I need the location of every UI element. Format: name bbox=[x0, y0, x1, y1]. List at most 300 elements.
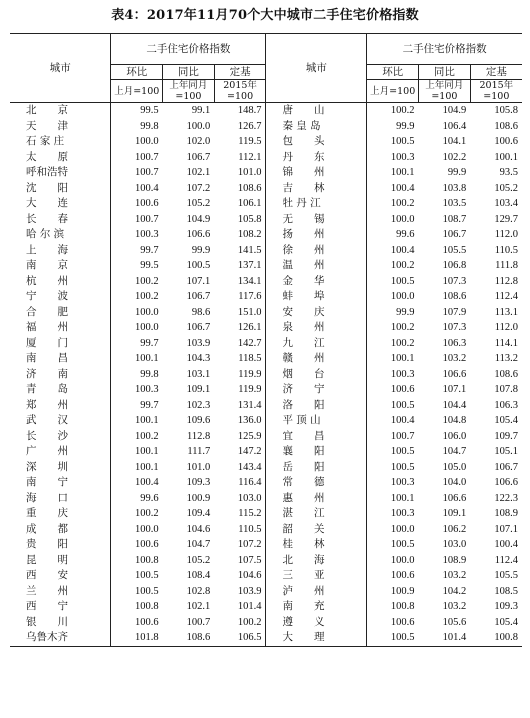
value-base-left: 100.2 bbox=[237, 616, 262, 628]
table-row bbox=[10, 537, 522, 553]
value-base-left: 117.6 bbox=[238, 291, 262, 303]
city-name-left: 厦 门 bbox=[26, 336, 68, 349]
value-mom-right: 100.5 bbox=[367, 460, 419, 476]
city-name-right: 惠 州 bbox=[266, 491, 367, 507]
value-yoy-left: 107.1 bbox=[186, 275, 211, 287]
city-name-right: 襄 阳 bbox=[266, 444, 367, 460]
value-base-left: 134.1 bbox=[237, 275, 262, 287]
city-name-right: 徐 州 bbox=[266, 243, 367, 259]
value-yoy-left: 102.3 bbox=[186, 399, 211, 411]
value-base-left: 148.7 bbox=[237, 105, 262, 117]
table-row bbox=[10, 181, 522, 197]
value-yoy-left: 102.1 bbox=[186, 167, 211, 179]
value-base-left: 119.9 bbox=[238, 368, 262, 380]
city-name-right: 赣 州 bbox=[266, 351, 367, 367]
value-base-left: 112.1 bbox=[238, 151, 262, 163]
value-yoy-left: 102.0 bbox=[186, 136, 211, 148]
value-yoy-right: 104.7 bbox=[442, 446, 467, 458]
value-yoy-left: 109.6 bbox=[186, 415, 211, 427]
value-base-left: 142.7 bbox=[237, 337, 262, 349]
value-mom-left: 100.2 bbox=[111, 429, 163, 445]
table-row bbox=[10, 196, 522, 212]
value-mom-left: 100.1 bbox=[111, 444, 163, 460]
col-mom-left: 环比 bbox=[111, 65, 163, 80]
value-mom-right: 100.1 bbox=[367, 165, 419, 181]
city-name-left: 南 宁 bbox=[26, 476, 68, 489]
value-yoy-right: 106.7 bbox=[442, 229, 467, 241]
value-base-right: 108.5 bbox=[494, 585, 518, 597]
base-mom-right: 上月=100 bbox=[367, 80, 419, 103]
value-yoy-left: 98.6 bbox=[191, 306, 211, 318]
value-mom-left: 101.8 bbox=[111, 630, 163, 646]
city-name-right: 牡 丹 江 bbox=[266, 196, 367, 212]
value-base-right: 108.6 bbox=[494, 120, 518, 132]
value-yoy-right: 107.3 bbox=[442, 322, 467, 334]
value-mom-right: 99.6 bbox=[367, 227, 419, 243]
value-mom-right: 100.4 bbox=[367, 181, 419, 197]
value-base-right: 112.0 bbox=[494, 322, 518, 334]
value-mom-left: 100.6 bbox=[111, 537, 163, 553]
value-mom-left: 100.7 bbox=[111, 165, 163, 181]
city-name-right: 吉 林 bbox=[266, 181, 367, 197]
value-yoy-right: 99.9 bbox=[447, 167, 467, 179]
value-base-left: 126.1 bbox=[237, 322, 262, 334]
city-name-right: 九 江 bbox=[266, 336, 367, 352]
value-base-left: 115.2 bbox=[238, 508, 262, 520]
city-name-left: 西 宁 bbox=[26, 600, 68, 613]
value-base-left: 131.4 bbox=[237, 399, 262, 411]
city-name-right: 三 亚 bbox=[266, 568, 367, 584]
value-base-left: 107.5 bbox=[237, 554, 262, 566]
value-yoy-left: 100.9 bbox=[186, 492, 211, 504]
city-name-right: 安 庆 bbox=[266, 305, 367, 321]
city-name-right: 泸 州 bbox=[266, 584, 367, 600]
city-name-right: 常 德 bbox=[266, 475, 367, 491]
value-base-left: 137.1 bbox=[237, 260, 262, 272]
value-yoy-left: 103.1 bbox=[186, 368, 211, 380]
city-name-right: 湛 江 bbox=[266, 506, 367, 522]
value-mom-left: 100.0 bbox=[111, 320, 163, 336]
city-name-right: 金 华 bbox=[266, 274, 367, 290]
value-base-right: 109.7 bbox=[494, 430, 518, 442]
value-mom-right: 100.5 bbox=[367, 444, 419, 460]
value-mom-right: 100.7 bbox=[367, 429, 419, 445]
city-name-left: 北 京 bbox=[26, 104, 68, 117]
value-mom-left: 100.6 bbox=[111, 615, 163, 631]
value-mom-right: 100.5 bbox=[367, 630, 419, 646]
value-yoy-right: 103.2 bbox=[442, 353, 467, 365]
value-base-right: 110.5 bbox=[494, 244, 518, 256]
city-name-right: 北 海 bbox=[266, 553, 367, 569]
city-name-right: 烟 台 bbox=[266, 367, 367, 383]
value-base-left: 126.7 bbox=[237, 120, 262, 132]
city-name-left: 长 沙 bbox=[26, 429, 68, 442]
value-base-left: 136.0 bbox=[237, 415, 262, 427]
value-base-right: 108.6 bbox=[494, 368, 518, 380]
value-mom-left: 99.5 bbox=[111, 103, 163, 119]
value-yoy-left: 103.9 bbox=[186, 337, 211, 349]
value-mom-left: 100.2 bbox=[111, 289, 163, 305]
table-row bbox=[10, 336, 522, 352]
city-header-right: 城市 bbox=[266, 34, 367, 103]
value-yoy-left: 104.3 bbox=[186, 353, 211, 365]
table-row bbox=[10, 599, 522, 615]
value-mom-left: 100.5 bbox=[111, 568, 163, 584]
value-yoy-left: 104.9 bbox=[186, 213, 211, 225]
value-base-left: 107.2 bbox=[237, 539, 262, 551]
table-row bbox=[10, 460, 522, 476]
table-row bbox=[10, 227, 522, 243]
value-yoy-left: 112.8 bbox=[187, 430, 211, 442]
value-yoy-right: 105.6 bbox=[442, 616, 467, 628]
table-row bbox=[10, 165, 522, 181]
value-mom-right: 100.0 bbox=[367, 212, 419, 228]
table-row bbox=[10, 553, 522, 569]
value-mom-right: 100.2 bbox=[367, 103, 419, 119]
value-mom-left: 100.4 bbox=[111, 475, 163, 491]
base-yoy-left: 上年同月=100 bbox=[163, 80, 215, 103]
value-base-right: 112.4 bbox=[494, 554, 518, 566]
value-base-right: 111.8 bbox=[495, 260, 518, 272]
value-mom-left: 100.1 bbox=[111, 351, 163, 367]
city-name-left: 广 州 bbox=[26, 445, 68, 458]
city-name-right: 岳 阳 bbox=[266, 460, 367, 476]
value-yoy-left: 111.7 bbox=[187, 446, 211, 458]
value-base-right: 107.8 bbox=[494, 384, 518, 396]
value-yoy-left: 104.6 bbox=[186, 523, 211, 535]
value-mom-left: 100.7 bbox=[111, 212, 163, 228]
value-base-right: 113.2 bbox=[494, 353, 518, 365]
value-mom-left: 100.2 bbox=[111, 506, 163, 522]
city-name-right: 锦 州 bbox=[266, 165, 367, 181]
city-name-right: 桂 林 bbox=[266, 537, 367, 553]
value-mom-right: 100.0 bbox=[367, 522, 419, 538]
city-name-left: 海 口 bbox=[26, 491, 68, 504]
value-yoy-left: 105.2 bbox=[186, 198, 211, 210]
value-mom-left: 99.8 bbox=[111, 367, 163, 383]
value-yoy-left: 109.1 bbox=[186, 384, 211, 396]
table-row bbox=[10, 506, 522, 522]
value-mom-left: 100.1 bbox=[111, 413, 163, 429]
value-yoy-right: 102.2 bbox=[442, 151, 467, 163]
value-mom-right: 100.4 bbox=[367, 243, 419, 259]
value-base-right: 100.8 bbox=[494, 632, 518, 644]
city-name-left: 石 家 庄 bbox=[26, 135, 65, 148]
value-base-left: 147.2 bbox=[237, 446, 262, 458]
value-yoy-left: 106.7 bbox=[186, 291, 211, 303]
value-yoy-right: 108.6 bbox=[442, 291, 467, 303]
table-row bbox=[10, 522, 522, 538]
value-mom-left: 100.6 bbox=[111, 196, 163, 212]
value-mom-right: 100.8 bbox=[367, 599, 419, 615]
value-base-left: 106.5 bbox=[237, 632, 262, 644]
value-mom-right: 100.6 bbox=[367, 568, 419, 584]
value-mom-right: 100.5 bbox=[367, 537, 419, 553]
value-yoy-right: 104.8 bbox=[442, 415, 467, 427]
value-base-left: 104.6 bbox=[237, 570, 262, 582]
value-mom-right: 99.9 bbox=[367, 119, 419, 135]
value-base-right: 100.1 bbox=[494, 151, 518, 163]
table-row bbox=[10, 351, 522, 367]
col-yoy-right: 同比 bbox=[419, 65, 471, 80]
value-mom-left: 100.8 bbox=[111, 553, 163, 569]
value-mom-right: 100.5 bbox=[367, 398, 419, 414]
value-mom-right: 100.3 bbox=[367, 150, 419, 166]
value-base-left: 110.5 bbox=[238, 523, 262, 535]
value-mom-left: 100.0 bbox=[111, 134, 163, 150]
value-yoy-right: 106.3 bbox=[442, 337, 467, 349]
table-row bbox=[10, 305, 522, 321]
value-base-right: 112.0 bbox=[494, 229, 518, 241]
value-mom-left: 100.4 bbox=[111, 181, 163, 197]
city-name-left: 西 安 bbox=[26, 569, 68, 582]
city-name-right: 洛 阳 bbox=[266, 398, 367, 414]
price-index-table bbox=[10, 33, 522, 647]
table-row bbox=[10, 398, 522, 414]
value-base-left: 106.1 bbox=[237, 198, 262, 210]
value-base-right: 105.8 bbox=[494, 105, 518, 117]
city-name-right: 蚌 埠 bbox=[266, 289, 367, 305]
value-yoy-left: 108.6 bbox=[186, 632, 211, 644]
value-mom-left: 99.7 bbox=[111, 336, 163, 352]
value-yoy-right: 104.1 bbox=[442, 136, 467, 148]
table-row bbox=[10, 243, 522, 259]
value-yoy-right: 106.8 bbox=[442, 260, 467, 272]
city-name-left: 呼和浩特 bbox=[26, 166, 68, 179]
city-name-right: 济 宁 bbox=[266, 382, 367, 398]
value-base-left: 143.4 bbox=[237, 461, 262, 473]
value-mom-left: 100.3 bbox=[111, 382, 163, 398]
value-yoy-right: 106.6 bbox=[442, 492, 467, 504]
table-row bbox=[10, 413, 522, 429]
city-name-left: 合 肥 bbox=[26, 305, 68, 318]
city-name-left: 昆 明 bbox=[26, 553, 68, 566]
value-mom-right: 100.0 bbox=[367, 289, 419, 305]
table-row bbox=[10, 568, 522, 584]
base-base-left: 2015年=100 bbox=[214, 80, 266, 103]
value-base-right: 114.1 bbox=[494, 337, 518, 349]
table-row bbox=[10, 103, 522, 119]
value-yoy-right: 103.0 bbox=[442, 539, 467, 551]
value-base-right: 107.1 bbox=[494, 523, 518, 535]
city-name-right: 南 充 bbox=[266, 599, 367, 615]
value-yoy-left: 108.4 bbox=[186, 570, 211, 582]
value-mom-right: 100.2 bbox=[367, 336, 419, 352]
value-base-right: 105.2 bbox=[494, 182, 518, 194]
value-yoy-left: 100.7 bbox=[186, 616, 211, 628]
value-mom-right: 100.1 bbox=[367, 351, 419, 367]
city-name-left: 济 南 bbox=[26, 367, 68, 380]
city-name-right: 遵 义 bbox=[266, 615, 367, 631]
city-name-left: 郑 州 bbox=[26, 398, 68, 411]
value-yoy-left: 109.4 bbox=[186, 508, 211, 520]
value-yoy-left: 106.7 bbox=[186, 322, 211, 334]
value-yoy-right: 105.0 bbox=[442, 461, 467, 473]
table-row bbox=[10, 444, 522, 460]
value-base-left: 119.9 bbox=[238, 384, 262, 396]
city-name-left: 乌鲁木齐 bbox=[26, 631, 68, 644]
value-yoy-right: 103.2 bbox=[442, 570, 467, 582]
value-yoy-right: 109.1 bbox=[442, 508, 467, 520]
value-mom-right: 100.4 bbox=[367, 413, 419, 429]
value-yoy-right: 108.7 bbox=[442, 213, 467, 225]
table-row bbox=[10, 274, 522, 290]
value-mom-left: 100.5 bbox=[111, 584, 163, 600]
value-mom-right: 100.3 bbox=[367, 475, 419, 491]
city-name-left: 长 春 bbox=[26, 212, 68, 225]
table-row bbox=[10, 150, 522, 166]
value-yoy-right: 106.2 bbox=[442, 523, 467, 535]
city-name-right: 秦 皇 岛 bbox=[266, 119, 367, 135]
value-mom-left: 100.3 bbox=[111, 227, 163, 243]
value-base-left: 118.5 bbox=[238, 353, 262, 365]
value-base-left: 119.5 bbox=[238, 136, 262, 148]
col-yoy-left: 同比 bbox=[163, 65, 215, 80]
value-yoy-right: 103.5 bbox=[442, 198, 467, 210]
value-base-left: 105.8 bbox=[237, 213, 262, 225]
city-name-right: 唐 山 bbox=[266, 103, 367, 119]
value-yoy-right: 106.0 bbox=[442, 430, 467, 442]
value-yoy-left: 102.1 bbox=[186, 601, 211, 613]
city-name-left: 武 汉 bbox=[26, 414, 68, 427]
value-base-right: 105.1 bbox=[494, 446, 518, 458]
value-yoy-left: 100.0 bbox=[186, 120, 211, 132]
value-yoy-left: 109.3 bbox=[186, 477, 211, 489]
table-row bbox=[10, 429, 522, 445]
value-base-left: 103.9 bbox=[237, 585, 262, 597]
city-name-right: 韶 关 bbox=[266, 522, 367, 538]
base-yoy-right: 上年同月=100 bbox=[419, 80, 471, 103]
city-name-right: 丹 东 bbox=[266, 150, 367, 166]
value-yoy-left: 107.2 bbox=[186, 182, 211, 194]
city-name-left: 沈 阳 bbox=[26, 181, 68, 194]
value-mom-right: 100.5 bbox=[367, 134, 419, 150]
value-yoy-right: 107.3 bbox=[442, 275, 467, 287]
city-name-right: 包 头 bbox=[266, 134, 367, 150]
value-mom-left: 100.8 bbox=[111, 599, 163, 615]
value-mom-right: 100.2 bbox=[367, 320, 419, 336]
value-yoy-left: 106.6 bbox=[186, 229, 211, 241]
value-base-right: 105.5 bbox=[494, 570, 518, 582]
value-base-left: 108.6 bbox=[237, 182, 262, 194]
table-row bbox=[10, 584, 522, 600]
table-row bbox=[10, 258, 522, 274]
value-yoy-right: 106.6 bbox=[442, 368, 467, 380]
value-mom-right: 100.0 bbox=[367, 553, 419, 569]
city-name-left: 宁 波 bbox=[26, 290, 68, 303]
value-mom-left: 100.0 bbox=[111, 522, 163, 538]
value-base-left: 101.4 bbox=[237, 601, 262, 613]
value-mom-left: 100.7 bbox=[111, 150, 163, 166]
value-base-right: 106.6 bbox=[494, 477, 518, 489]
value-mom-right: 100.5 bbox=[367, 274, 419, 290]
value-mom-left: 100.1 bbox=[111, 460, 163, 476]
value-base-right: 106.7 bbox=[494, 461, 518, 473]
table-row bbox=[10, 367, 522, 383]
base-base-right: 2015年=100 bbox=[470, 80, 522, 103]
value-mom-right: 99.9 bbox=[367, 305, 419, 321]
city-name-right: 温 州 bbox=[266, 258, 367, 274]
value-base-right: 113.1 bbox=[494, 306, 518, 318]
city-name-left: 杭 州 bbox=[26, 274, 68, 287]
value-yoy-right: 104.0 bbox=[442, 477, 467, 489]
city-name-left: 重 庆 bbox=[26, 507, 68, 520]
value-mom-left: 100.0 bbox=[111, 305, 163, 321]
value-base-left: 108.2 bbox=[237, 229, 262, 241]
city-name-left: 青 岛 bbox=[26, 383, 68, 396]
table-row bbox=[10, 382, 522, 398]
table-row bbox=[10, 475, 522, 491]
city-name-right: 宜 昌 bbox=[266, 429, 367, 445]
value-yoy-right: 101.4 bbox=[442, 632, 467, 644]
value-base-right: 105.4 bbox=[494, 415, 518, 427]
value-mom-left: 100.2 bbox=[111, 274, 163, 290]
value-base-right: 100.6 bbox=[494, 136, 518, 148]
value-base-left: 125.9 bbox=[237, 430, 262, 442]
col-mom-right: 环比 bbox=[367, 65, 419, 80]
value-yoy-right: 108.9 bbox=[442, 554, 467, 566]
city-name-left: 兰 州 bbox=[26, 584, 68, 597]
value-mom-right: 100.3 bbox=[367, 506, 419, 522]
value-base-left: 151.0 bbox=[237, 306, 262, 318]
city-name-left: 福 州 bbox=[26, 321, 68, 334]
table-row bbox=[10, 491, 522, 507]
value-yoy-right: 103.8 bbox=[442, 182, 467, 194]
table-row bbox=[10, 119, 522, 135]
value-yoy-right: 103.2 bbox=[442, 601, 467, 613]
city-name-right: 无 锡 bbox=[266, 212, 367, 228]
table-header bbox=[10, 34, 522, 103]
value-yoy-right: 107.9 bbox=[442, 306, 467, 318]
table-row bbox=[10, 212, 522, 228]
value-base-right: 106.3 bbox=[494, 399, 518, 411]
value-mom-right: 100.9 bbox=[367, 584, 419, 600]
value-base-right: 112.8 bbox=[494, 275, 518, 287]
city-name-left: 哈 尔 滨 bbox=[26, 228, 65, 241]
value-yoy-right: 104.4 bbox=[442, 399, 467, 411]
value-yoy-right: 106.4 bbox=[442, 120, 467, 132]
group-header-left: 二手住宅价格指数 bbox=[111, 34, 266, 65]
value-base-right: 105.4 bbox=[494, 616, 518, 628]
city-name-left: 南 京 bbox=[26, 259, 68, 272]
value-base-right: 103.4 bbox=[494, 198, 518, 210]
value-mom-left: 99.5 bbox=[111, 258, 163, 274]
city-name-left: 贵 阳 bbox=[26, 538, 68, 551]
value-base-right: 108.9 bbox=[494, 508, 518, 520]
city-header-left: 城市 bbox=[10, 34, 111, 103]
value-base-right: 100.4 bbox=[494, 539, 518, 551]
city-name-right: 大 理 bbox=[266, 630, 367, 646]
value-yoy-left: 102.8 bbox=[186, 585, 211, 597]
value-mom-right: 100.2 bbox=[367, 196, 419, 212]
value-base-right: 93.5 bbox=[499, 167, 518, 179]
city-name-left: 太 原 bbox=[26, 150, 68, 163]
value-mom-right: 100.6 bbox=[367, 382, 419, 398]
table-title: 表4：2017年11月70个大中城市二手住宅价格指数 bbox=[111, 8, 419, 23]
value-yoy-left: 100.5 bbox=[186, 260, 211, 272]
value-yoy-left: 106.7 bbox=[186, 151, 211, 163]
value-yoy-left: 105.2 bbox=[186, 554, 211, 566]
value-base-left: 103.0 bbox=[237, 492, 262, 504]
value-base-left: 141.5 bbox=[237, 244, 262, 256]
city-name-left: 银 川 bbox=[26, 615, 68, 628]
value-mom-left: 99.7 bbox=[111, 398, 163, 414]
city-name-left: 南 昌 bbox=[26, 352, 68, 365]
value-base-right: 122.3 bbox=[494, 492, 518, 504]
table-row bbox=[10, 289, 522, 305]
group-header-right: 二手住宅价格指数 bbox=[367, 34, 522, 65]
city-name-left: 大 连 bbox=[26, 197, 68, 210]
